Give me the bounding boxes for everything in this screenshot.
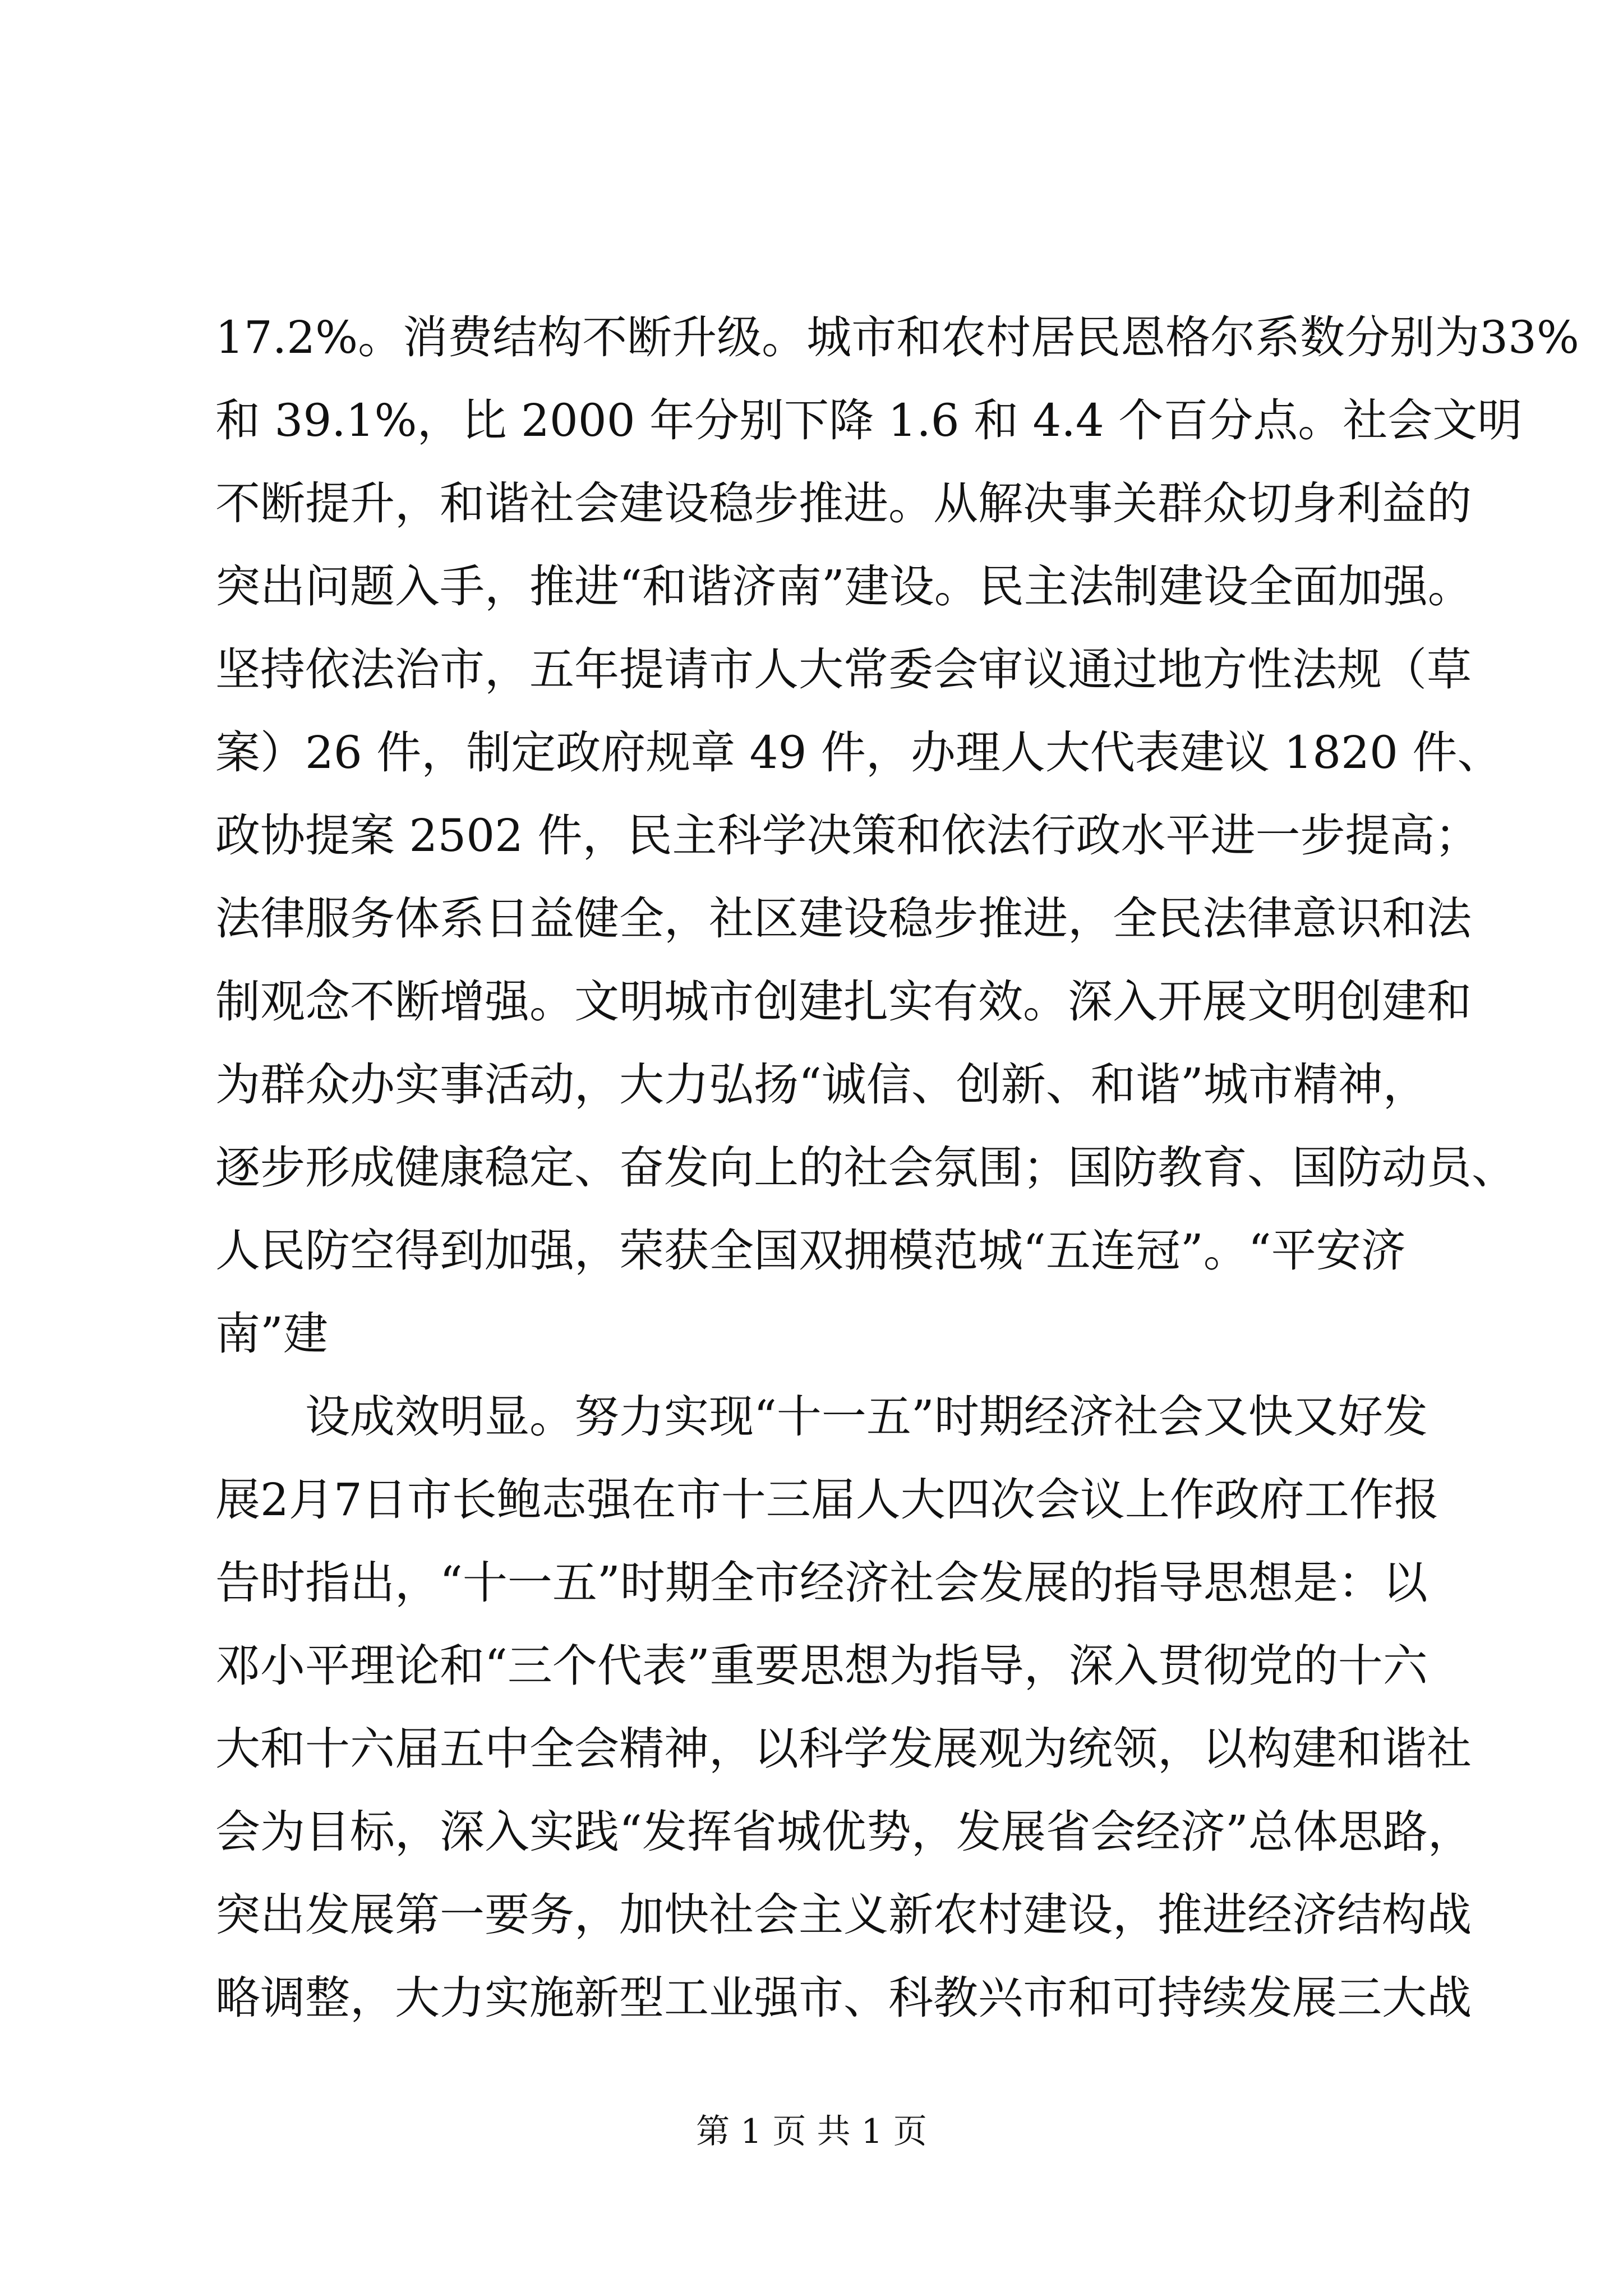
text-line: 突出发展第一要务，加快社会主义新农村建设，推进经济结构战: [215, 1889, 1472, 1941]
paragraph-2: [215, 1375, 1473, 2040]
paragraph-1: [215, 296, 1579, 1375]
text-line: 不断提升，和谐社会建设稳步推进。从解决事关群众切身利益的: [215, 477, 1472, 530]
text-line-first-indented: 设成效明显。努力实现“十一五”时期经济社会又快又好发: [305, 1391, 1428, 1443]
text-line: 告时指出，“十一五”时期全市经济社会发展的指导思想是：以: [215, 1557, 1428, 1609]
text-line: 为群众办实事活动，大力弘扬“诚信、创新、和谐”城市精神，: [215, 1059, 1428, 1111]
text-line: 展2月7日市长鲍志强在市十三届人大四次会议上作政府工作报: [215, 1474, 1439, 1526]
text-line: 制观念不断增强。文明城市创建扎实有效。深入开展文明创建和: [215, 976, 1472, 1028]
text-line: 法律服务体系日益健全，社区建设稳步推进，全民法律意识和法: [215, 892, 1472, 945]
text-line: 逐步形成健康稳定、奋发向上的社会氛围；国防教育、国防动员、: [215, 1142, 1516, 1194]
text-line: 大和十六届五中全会精神，以科学发展观为统领，以构建和谐社: [215, 1723, 1472, 1775]
text-line: 略调整，大力实施新型工业强市、科教兴市和可持续发展三大战: [215, 1972, 1472, 2024]
page-number-footer: 第 1 页 共 1 页: [696, 2112, 927, 2151]
text-line: 南”建: [215, 1308, 328, 1360]
text-line: 突出问题入手，推进“和谐济南”建设。民主法制建设全面加强。: [215, 560, 1473, 613]
text-line: 人民防空得到加强，荣获全国双拥模范城“五连冠”。“平安济: [215, 1225, 1406, 1277]
text-line: 17.2%。消费结构不断升级。城市和农村居民恩格尔系数分别为33%: [215, 311, 1579, 364]
text-line: 政协提案 2502 件，民主科学决策和依法行政水平进一步提高；: [215, 809, 1480, 862]
text-line: 邓小平理论和“三个代表”重要思想为指导，深入贯彻党的十六: [215, 1640, 1428, 1692]
document-body: [215, 296, 1579, 2040]
text-line: 案）26 件，制定政府规章 49 件，办理人大代表建议 1820 件、: [215, 726, 1502, 779]
text-line: 坚持依法治市，五年提请市人大常委会审议通过地方性法规（草: [215, 643, 1472, 696]
text-line: 会为目标，深入实践“发挥省城优势，发展省会经济”总体思路，: [215, 1806, 1473, 1858]
text-line: 和 39.1%，比 2000 年分别下降 1.6 和 4.4 个百分点。社会文明: [215, 394, 1523, 447]
